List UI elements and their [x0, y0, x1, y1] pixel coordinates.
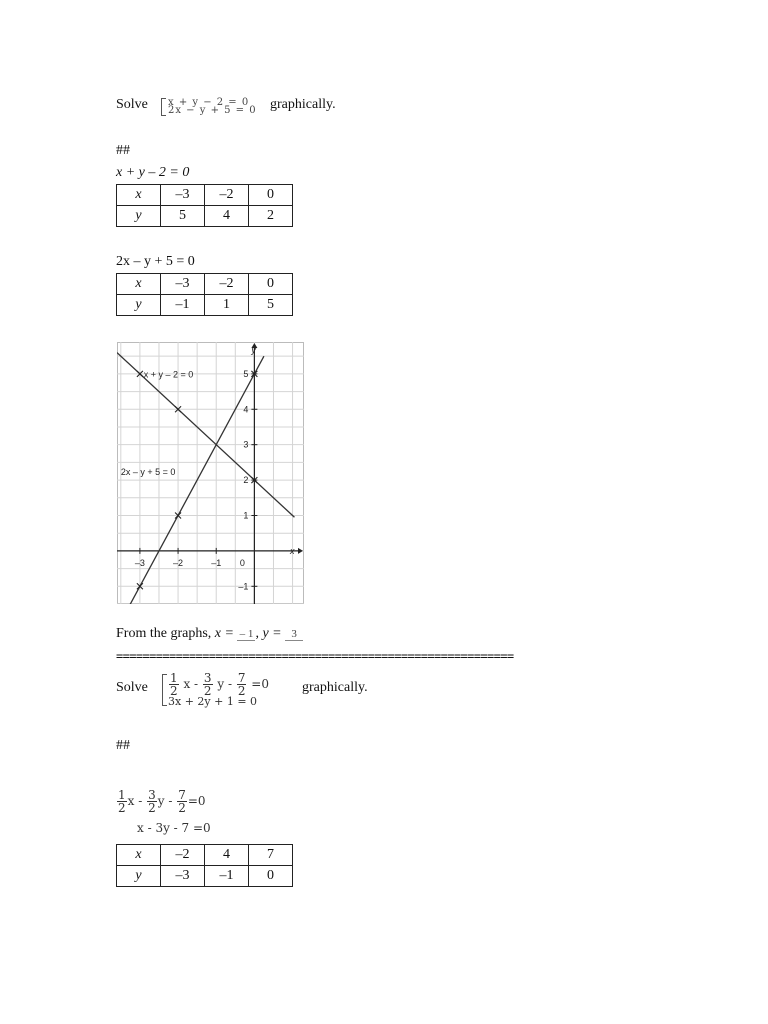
answer-x-value: – 1: [237, 628, 255, 641]
table-cell: 5: [161, 206, 205, 227]
table-cell: 4: [205, 845, 249, 866]
solution-marker: ##: [116, 143, 130, 158]
system-brace: [162, 674, 167, 706]
table-cell: 0: [249, 274, 293, 295]
system-brace: [161, 98, 166, 116]
table-header-y: y: [117, 866, 161, 887]
answer-line: From the graphs, x = – 1 , y = 3: [116, 625, 303, 643]
table-cell: –2: [205, 274, 249, 295]
table-cell: –3: [161, 274, 205, 295]
answer-y-value: 3: [285, 628, 303, 641]
line-2-label: 2x – y + 5 = 0: [120, 466, 176, 477]
table-header-y: y: [117, 206, 161, 227]
table-header-y: y: [117, 295, 161, 316]
y-tick-label: 2: [243, 475, 249, 486]
equation-1-label: x + y – 2 = 0: [116, 165, 190, 180]
table-cell: 0: [249, 866, 293, 887]
value-table-1: [116, 184, 293, 227]
table-cell: 7: [249, 845, 293, 866]
value-table-2: [116, 273, 293, 316]
table-header-x: x: [117, 274, 161, 295]
solution-marker: ##: [116, 738, 130, 753]
x-tick-label: 0: [239, 557, 245, 568]
x-axis-label: x: [290, 545, 295, 556]
table-row: [117, 274, 293, 295]
table-cell: 4: [205, 206, 249, 227]
y-tick-label: 1: [243, 510, 249, 521]
table-cell: –2: [161, 845, 205, 866]
fraction: $\frac{1}{2}$: [118, 788, 126, 815]
y-tick-label: 4: [243, 404, 249, 415]
table-cell: –1: [205, 866, 249, 887]
table-row: [117, 845, 293, 866]
problem2-solve-label: Solve: [116, 680, 148, 695]
table-row: [117, 295, 293, 316]
line-1-label: x + y – 2 = 0: [143, 369, 194, 380]
answer-prefix: From the graphs,: [116, 626, 212, 641]
value-table-3: [116, 844, 293, 887]
system-equation-1: $\frac{1}{2}$ x - $\frac{3}{2}$ y - $\frac{7}{2}$ =0: [170, 671, 269, 698]
table-cell: –3: [161, 866, 205, 887]
y-tick-label: 3: [243, 439, 249, 450]
fraction: $\frac{1}{2}$: [170, 671, 178, 698]
fraction: $\frac{3}{2}$: [203, 671, 212, 698]
table-cell: 2: [249, 206, 293, 227]
answer-y-label: y =: [262, 626, 282, 641]
system-equation-2: 2x − y + 5 = 0: [168, 105, 257, 116]
fraction: $\frac{3}{2}$: [148, 788, 156, 815]
x-tick-label: –1: [211, 557, 222, 568]
fraction: $\frac{7}{2}$: [237, 671, 246, 698]
x-tick-label: –2: [173, 557, 184, 568]
fraction: $\frac{7}{2}$: [178, 788, 186, 815]
table-row: [117, 206, 293, 227]
separator: ============================================================: [116, 649, 514, 663]
system-equation-1: x + y − 2 = 0: [168, 97, 250, 108]
graphically-label: graphically.: [302, 680, 368, 695]
y-axis-label: y: [251, 345, 256, 355]
y-tick-label: 5: [243, 368, 249, 379]
solve-label: Solve: [116, 97, 148, 112]
linear-equations-graph: [117, 342, 304, 604]
y-tick-label: –1: [238, 581, 249, 592]
table-cell: –1: [161, 295, 205, 316]
graphically-label: graphically.: [270, 97, 336, 112]
work-equation-2: x - 3y - 7 =0: [137, 821, 211, 835]
table-header-x: x: [117, 845, 161, 866]
table-row: [117, 866, 293, 887]
x-tick-label: –3: [134, 557, 145, 568]
table-cell: 5: [249, 295, 293, 316]
problem1-heading: [116, 96, 148, 114]
table-cell: –2: [205, 185, 249, 206]
x-axis-arrow: [298, 548, 303, 554]
table-cell: 0: [249, 185, 293, 206]
answer-x-label: x =: [214, 626, 234, 641]
table-cell: 1: [205, 295, 249, 316]
system-equation-2: 3x + 2y + 1 = 0: [168, 695, 258, 708]
work-equation-1: $\frac{1}{2}$ x - $\frac{3}{2}$ y - $\frac{7}{2}$ =0: [118, 788, 206, 815]
table-header-x: x: [117, 185, 161, 206]
table-row: [117, 185, 293, 206]
equation-2-label: 2x – y + 5 = 0: [116, 254, 195, 269]
table-cell: –3: [161, 185, 205, 206]
